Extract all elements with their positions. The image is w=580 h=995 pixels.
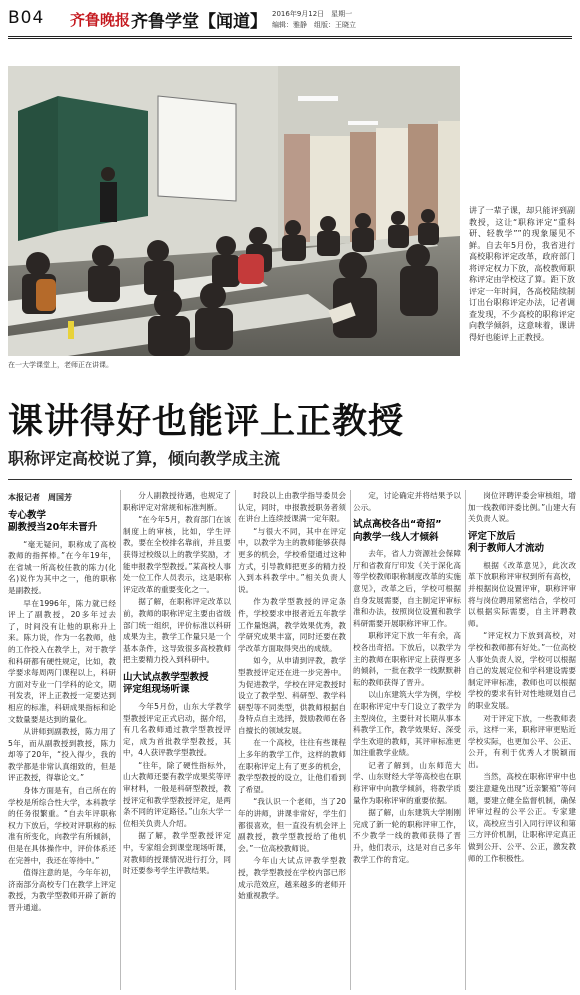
article-paragraph: “我认识一个老师，当了20年的讲师，讲课非常好，学生们都很喜欢，但一直没有机会评上副教授，教学型教授给了他机会。”一位高校教师说。 (238, 797, 346, 853)
article-paragraph: “往年，除了硬性指标外，山大教师还要有教学成果奖等评审材料，一般是科研型教授，教授评定和教学型教授评定，是两条不同的评定路径。”山东大学一位相关负责人介绍。 (123, 760, 231, 828)
article-paragraph: 分人副教授待遇，也规定了职称评定对常规和标准判断。 (123, 491, 231, 512)
article-paragraph: 值得注意的是，今年年初，济南部分高校专门在教学上评定教授，为教学型教师开辟了新的晋升通道。 (8, 868, 116, 912)
column-divider (350, 490, 351, 990)
newspaper-logo: 齐鲁晚报 (70, 11, 131, 29)
section-title: 齐鲁学堂【闻道】 (131, 12, 267, 32)
article-paragraph: 如今，从申请到评教，教学型教授评定还在进一步完善中。为促进教学，学校在评定教授时设立了教学型、科研型、教学科研型等不同类型，供教师根据自身特点自主选择，鼓励教师在各自擅长的领域发展。 (238, 656, 346, 735)
article-paragraph: 据了解，在职称评定改革以前，教师的职称评定主要由省级部门统一组织，评价标准以科研成果为主，教学工作量只是一个基本条件，这导致很多高校教师把主要精力投入到科研中。 (123, 597, 231, 665)
article-paragraph: 当然，高校在职称评审中也要注意避免出现“近亲繁殖”等问题，要建立健全监督机制，确保评审过程的公平公正。专家建议，高校应当引入同行评议和第三方评价机制，让职称评定真正做到公开、公平、公正，激发教师的工作积极性。 (468, 772, 576, 863)
article-paragraph: 据了解，山东建筑大学刚刚完成了新一轮的职称评审工作，不少教学一线的教师获得了晋升，他们表示，这是对自己多年教学工作的肯定。 (353, 808, 461, 864)
column-divider (120, 490, 121, 990)
article-paragraph: 去年，省人力资源社会保障厅和省教育厅印发《关于深化高等学校教师职称制度改革的实施意见》，改革之后，学校可根据自身发展需要，自主制定评审标准和办法，按照岗位设置和教学科研需要开展职称评审工作。 (353, 549, 461, 628)
article-column-5 (468, 490, 576, 865)
article-column-4 (353, 490, 461, 866)
article-paragraph: 早在1996年，陈力就已经评上了副教授，20多年过去了，时间没有让他的职称升上来。陈力说，作为一名教师，他的工作投入在教学上，对于教学和科研都有硬性规定，比如，教学要求每周两门课程以上，科研方面对专业一门学科的论文，期刊发表，评上正教授一定要达到相应的标准，科研成果指标和论文数量要是达到的量化。 (8, 598, 116, 724)
page-header (8, 6, 572, 36)
section-subheading: 评定下放后 利于教师人才流动 (468, 530, 545, 555)
article-paragraph: 今年山大试点评教学型教授，教学型教授在学校内部已形成示范效应，越来越多的老师开始重视教学。 (238, 856, 346, 901)
article-paragraph: “毫无疑问，职称成了高校教师的指挥棒。”在今年19年，在省城一所高校任教的陈力(化名)说作为其中之一，他的职称是副教授。 (8, 539, 116, 595)
article-column-3 (238, 490, 346, 903)
article-paragraph: “与很大不同，其中在评定中，以教学为主的教师能够获得更多的机会，学校希望通过这种方式，引导教师把更多的精力投入到本科教学中。”相关负责人说。 (238, 526, 346, 594)
article-paragraph: 职称评定下放一年有余，高校各出奇招。下放后，以教学为主的教师在职称评定上获得更多的倾斜，一批在教学一线默默耕耘的教师获得了晋升。 (353, 631, 461, 687)
article-paragraph: 以山东建筑大学为例，学校在职称评定中专门设立了教学为主型岗位，主要针对长期从事本科教学工作，教学效果好、深受学生欢迎的教师，其评审标准更加注重教学业绩。 (353, 690, 461, 758)
article-paragraph: 作为教学型教授的评定条件，学校要求申报者近五年教学工作量饱满，教学效果优秀，教学研究成果丰富，同时还要在教学改革方面取得突出的成绩。 (238, 597, 346, 653)
page-number: B04 (8, 8, 45, 28)
article-paragraph: 岗位评聘评委会审核组，增加一线教师评委比例。”山建大有关负责人说。 (468, 491, 576, 524)
classroom-photo (8, 66, 460, 356)
photo-caption: 在一大学课堂上，老师正在讲课。 (8, 361, 113, 369)
header-rule-thin (8, 38, 572, 39)
sub-headline: 职称评定高校说了算，倾向教学成主流 (8, 449, 281, 468)
article-column-1 (8, 490, 116, 915)
article-paragraph: 时段以上由教学指导委员会认定，同时，申报教授职务者须在讲台上连续授课满一定年限。 (238, 491, 346, 524)
article-paragraph: 身体方面是有，自己所在的学校是所综合性大学，本科教学的任务很繁重。“自去年评职称权力下放后，学校对评职称的标准有所变化，向教学有所倾斜，但是在具体操作中，评价体系还在完善中，我还在等待中。” (8, 786, 116, 865)
article-paragraph: 今年5月份，山东大学教学型教授评定正式启动，据介绍，有几名教师通过教学型教授评定，成为首批教学型教授，其中，4人获评教学型教授。 (123, 701, 231, 758)
byline: 本报记者 周国芳 (8, 493, 72, 502)
publish-date: 2016年9月12日 星期一 (272, 10, 353, 18)
column-divider (465, 490, 466, 990)
main-headline: 课讲得好也能评上正教授 (8, 402, 405, 442)
section-subheading: 专心教学 副教授当20年未晋升 (8, 509, 98, 534)
section-subheading: 试点高校各出“奇招” 向教学一线人才倾斜 (353, 519, 442, 543)
article-paragraph: 根据《改革意见》，此次改革下放职称评审权到所有高校，并根据岗位设置评审，职称评审将与岗位聘用紧密结合，学校可以根据实际需要，自主评聘教师。 (468, 560, 576, 628)
article-paragraph: 记者了解到，山东师范大学、山东财经大学等高校也在职称评审中向教学倾斜，将教学质量作为职称评审的重要依据。 (353, 760, 461, 805)
article-paragraph: 从讲师到副教授，陈力用了5年，而从副教授到教授，陈力却等了20年，“投入得少，我的教学都是非常认真细致的，但是评正教授，得靠论文。” (8, 727, 116, 783)
section-subheading: 山大试点教学型教授 评定组现场听课 (123, 671, 209, 696)
article-paragraph: 定，讨论确定并将结果予以公示。 (353, 491, 461, 512)
headline-rule (8, 479, 572, 480)
article-column-2 (123, 490, 231, 878)
lead-paragraph: 讲了一辈子课，却只能评到副教授，这让“职称评定“重科研、轻教学””的现象屡见不鲜。自去年5月份，我省进行高校职称评定改革，政府部门将评定权力下放，高校教师职称评定由学校这了算。距下放评定一年时间，各高校陆续制订出台职称评定办法，记者调查发现，不少高校的职称评定向教学倾斜，这意味着，课讲得好也能评上正教授。 (469, 206, 575, 342)
article-paragraph: “评定权力下放到高校，对学校和教师都有好处。”一位高校人事处负责人说，学校可以根据自己的发展定位和学科建设需要制定评审标准，教师也可以根据学校的要求有针对性地规划自己的职业发展。 (468, 631, 576, 710)
article-paragraph: “在今年5月，教育部门在该制度上的审核，比如，学生评教，要在全校排名靠前，并且要获得过校级以上的教学奖励，才能申报教学型教授。”某高校人事处一位工作人员表示，这是职称评定改革的重要变化之一。 (123, 515, 231, 594)
header-rule (8, 36, 572, 37)
editor-credits: 编辑：雅静 组版：王晓立 (272, 21, 356, 29)
article-paragraph: 据了解，教学型教授评定中，专家组会到课堂现场听课，对教师的授课情况进行打分，同时还要参考学生评教结果。 (123, 831, 231, 876)
article-paragraph: 对于评定下放，一些教师表示，这样一来，职称评审更贴近学校实际，也更加公平、公正、公开，有利于优秀人才脱颖而出。 (468, 713, 576, 769)
column-divider (235, 490, 236, 990)
article-paragraph: 在一个高校，往往有些课程上多年的教学工作，这样的教师在职称评定上有了更多的机会，教学型教授的设立，让他们看到了希望。 (238, 738, 346, 794)
